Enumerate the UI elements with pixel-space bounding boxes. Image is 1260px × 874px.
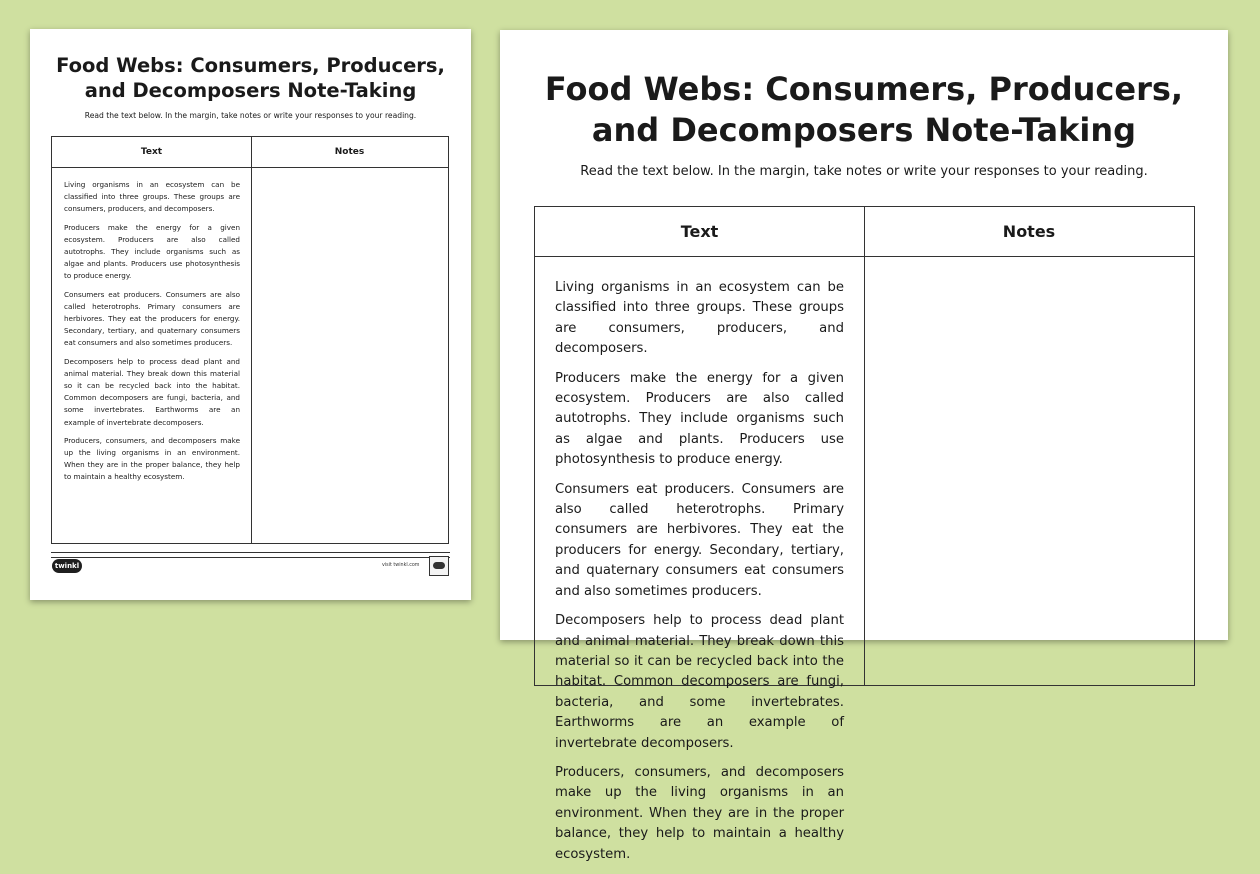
column-header-text: Text [140,147,163,157]
worksheet-preview-large [500,30,1228,862]
paragraph: Producers make the energy for a given ecosystem. Producers are also called autotrophs. They include organisms such as algae and plants. Producers use photosynthesis to produce energy. [555,370,844,468]
instructions: Read the text below. In the margin, take notes or write your responses to your reading. [580,164,1148,179]
title-line-2: and Decomposers Note-Taking [84,79,417,102]
notes-table [534,206,1195,862]
column-header-notes: Notes [1002,222,1056,241]
column-header-notes: Notes [334,147,365,157]
paragraph: Producers make the energy for a given ecosystem. Producers are also called autotrophs. They include organisms such as algae and plants. Producers use photosynthesis to produce energy. [64,222,240,281]
column-header-text: Text [680,222,719,241]
worksheet-title [30,53,471,103]
text-column [555,278,844,874]
column-divider [251,137,252,543]
paragraph: Decomposers help to process dead plant and animal material. They break down this material so it can be recycled back into the habitat. Common decomposers are fungi, bacteria, and some invertebrates. Earthworms are an example of invertebrate decomposers. [64,356,240,427]
column-divider [864,207,865,685]
paragraph: Consumers eat producers. Consumers are also called heterotrophs. Primary consumers are herbivores. They eat the producers for energy. Secondary, tertiary, and quaternary consumers eat consumers and also sometimes producers. [555,481,844,599]
notes-table [51,136,449,544]
worksheet-title [500,69,1228,151]
instructions: Read the text below. In the margin, take notes or write your responses to your reading. [84,111,417,120]
paragraph: Living organisms in an ecosystem can be classified into three groups. These groups are consumers, producers, and decomposers. [64,180,240,214]
paragraph: Decomposers help to process dead plant and animal material. They break down this material so it can be recycled back into the habitat. Common decomposers are fungi, bacteria, and some invertebrates. Earthworms are an example of invertebrate decomposers. [555,613,844,751]
title-line-1: Food Webs: Consumers, Producers, [544,70,1184,108]
paragraph: Producers, consumers, and decomposers make up the living organisms in an environment. When they are in the proper balance, they help to maintain a healthy ecosystem. [555,764,844,862]
paragraph: Living organisms in an ecosystem can be classified into three groups. These groups are consumers, producers, and decomposers. [555,280,844,357]
footer-rule [51,557,450,558]
twinkl-logo: twinkl [52,559,82,573]
table-header [52,137,448,168]
title-line-2: and Decomposers Note-Taking [591,111,1137,149]
footer-url: visit twinkl.com [382,563,420,568]
title-line-1: Food Webs: Consumers, Producers, [56,54,445,77]
paragraph: Producers, consumers, and decomposers make up the living organisms in an environment. When they are in the proper balance, they help to maintain a healthy ecosystem. [64,435,240,482]
paragraph: Consumers eat producers. Consumers are also called heterotrophs. Primary consumers are herbivores. They eat the producers for energy. Secondary, tertiary, and quaternary consumers eat consumers and also sometimes producers. [64,289,240,348]
text-column [64,179,240,490]
badge-icon [429,556,449,576]
worksheet-preview-small [30,29,471,600]
footer-rule [51,552,450,553]
